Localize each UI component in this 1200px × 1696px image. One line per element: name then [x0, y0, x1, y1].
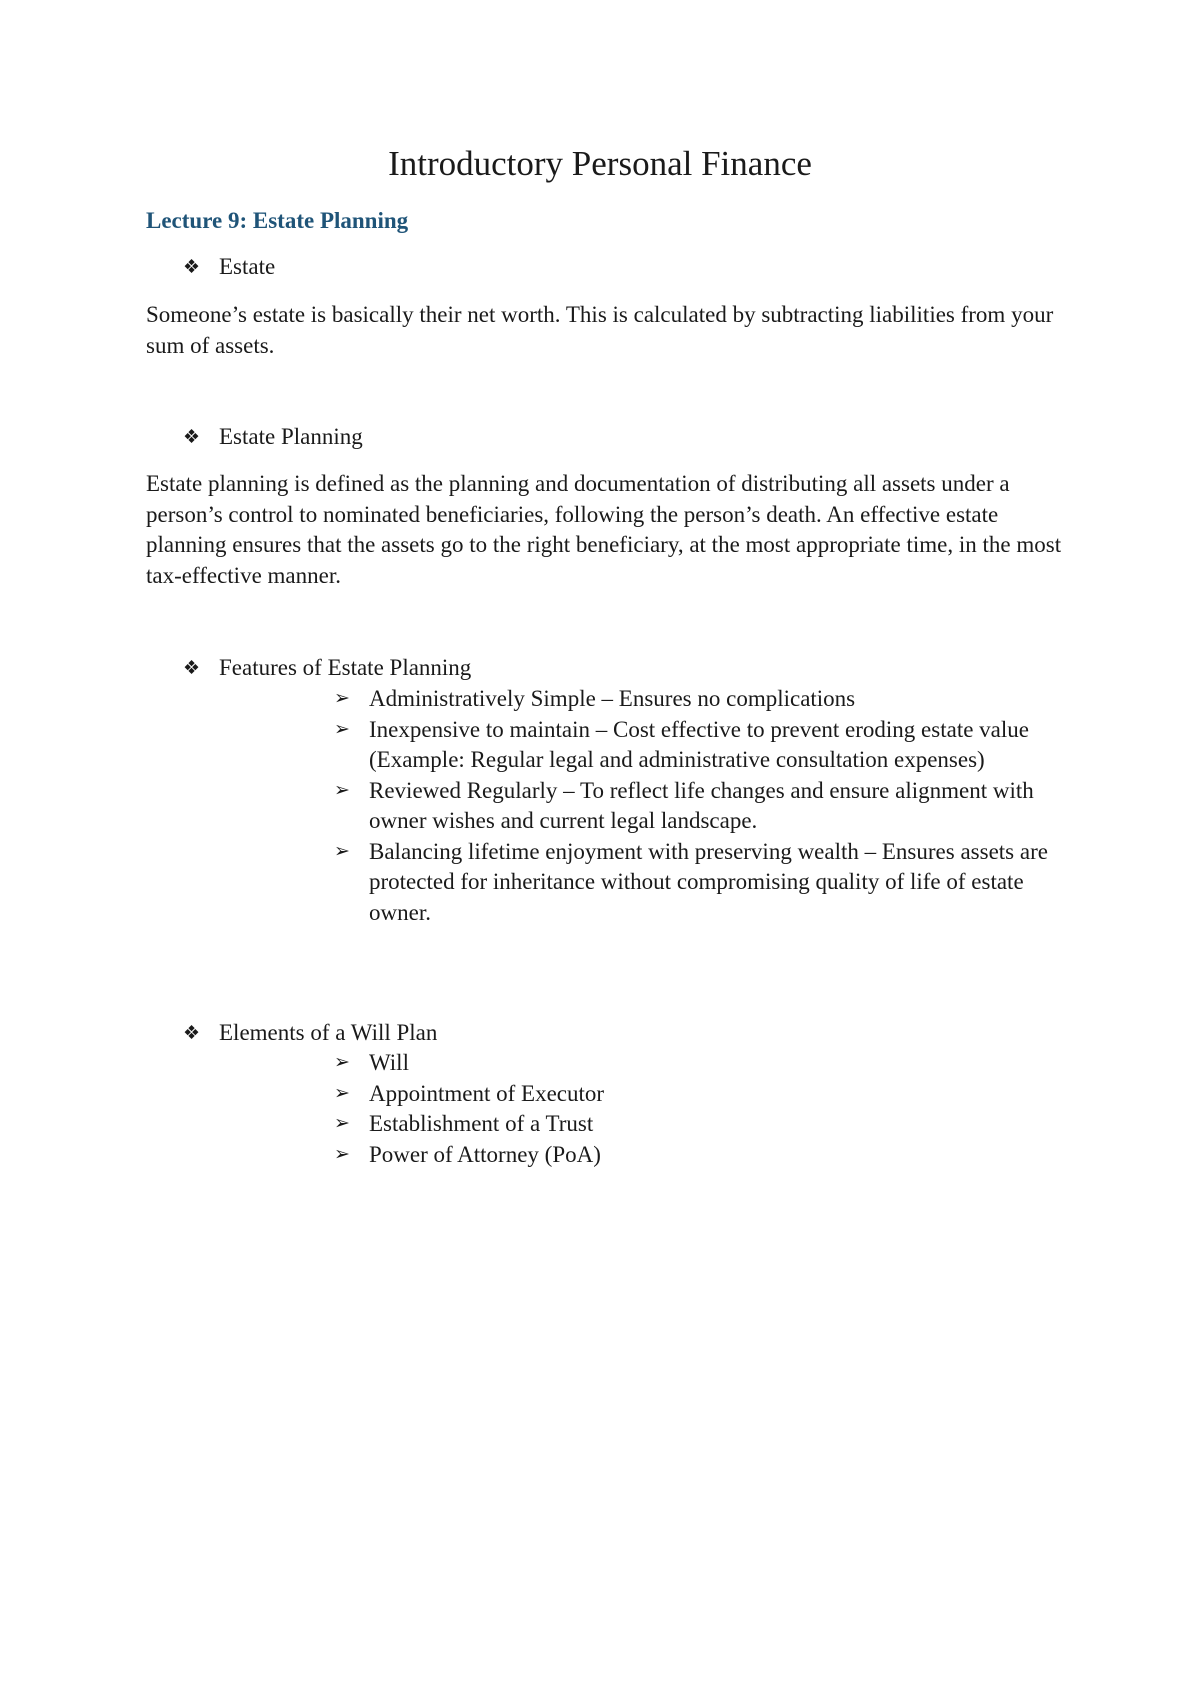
arrow-bullet-icon: ➢: [334, 1052, 350, 1073]
section-estate-planning-paragraph: Estate planning is defined as the planning and documentation of distributing all assets under a person’s control to nominated beneficiaries, following the person’s death. An effective estate planning ensures that the assets go to the right beneficiary, at the most appropriate time, in the most tax-effective manner.: [146, 471, 1062, 588]
list-item-text: Balancing lifetime enjoyment with preserving wealth – Ensures assets are protected for inheritance without compromising quality of life of estate owner.: [369, 838, 1048, 925]
lecture-heading: Lecture 9: Estate Planning: [146, 208, 409, 233]
list-item-text: Administratively Simple – Ensures no complications: [369, 686, 856, 711]
diamond-bullet-icon: ❖: [183, 257, 201, 278]
diamond-bullet-icon: ❖: [183, 658, 201, 679]
list-item: [334, 776, 1074, 837]
section-heading-text: Estate: [219, 254, 276, 279]
list-item-text: Appointment of Executor: [369, 1080, 605, 1106]
list-item: [334, 1109, 1074, 1140]
diamond-bullet-icon: ❖: [183, 427, 201, 448]
arrow-bullet-icon: ➢: [334, 779, 350, 801]
section-estate-heading: [183, 252, 275, 283]
arrow-bullet-icon: ➢: [334, 1082, 350, 1104]
section-heading-text: Features of Estate Planning: [219, 655, 472, 680]
features-list: [334, 684, 1074, 928]
section-heading-text: Elements of a Will Plan: [219, 1020, 438, 1045]
arrow-bullet-icon: ➢: [334, 1143, 350, 1165]
list-item-text: Will: [369, 1050, 409, 1075]
list-item: [334, 684, 1074, 715]
section-will-plan-heading: [183, 1018, 437, 1049]
list-item-text: Establishment of a Trust: [369, 1111, 594, 1136]
list-item: [334, 1140, 1074, 1171]
section-features-heading: [183, 653, 471, 684]
arrow-bullet-icon: ➢: [334, 688, 350, 709]
section-estate-paragraph: Someone’s estate is basically their net worth. This is calculated by subtracting liabilities from your sum of assets.: [146, 302, 1054, 358]
arrow-bullet-icon: ➢: [334, 718, 350, 740]
list-item-text: Inexpensive to maintain – Cost effective to prevent eroding estate value (Example: Regular legal and administrative consultation expenses): [369, 716, 1029, 772]
arrow-bullet-icon: ➢: [334, 1113, 350, 1134]
section-estate-planning-heading: [183, 422, 363, 453]
arrow-bullet-icon: ➢: [334, 840, 350, 862]
section-heading-text: Estate Planning: [219, 424, 363, 449]
list-item: [334, 1048, 1074, 1079]
list-item-text: Power of Attorney (PoA): [369, 1141, 601, 1167]
list-item: [334, 1079, 1074, 1110]
list-item: [334, 715, 1074, 776]
list-item-text: Reviewed Regularly – To reflect life changes and ensure alignment with owner wishes and current legal landscape.: [369, 777, 1034, 833]
will-plan-list: [334, 1048, 1074, 1170]
list-item: [334, 837, 1074, 929]
diamond-bullet-icon: ❖: [183, 1023, 201, 1044]
document-title: Introductory Personal Finance: [388, 144, 812, 183]
